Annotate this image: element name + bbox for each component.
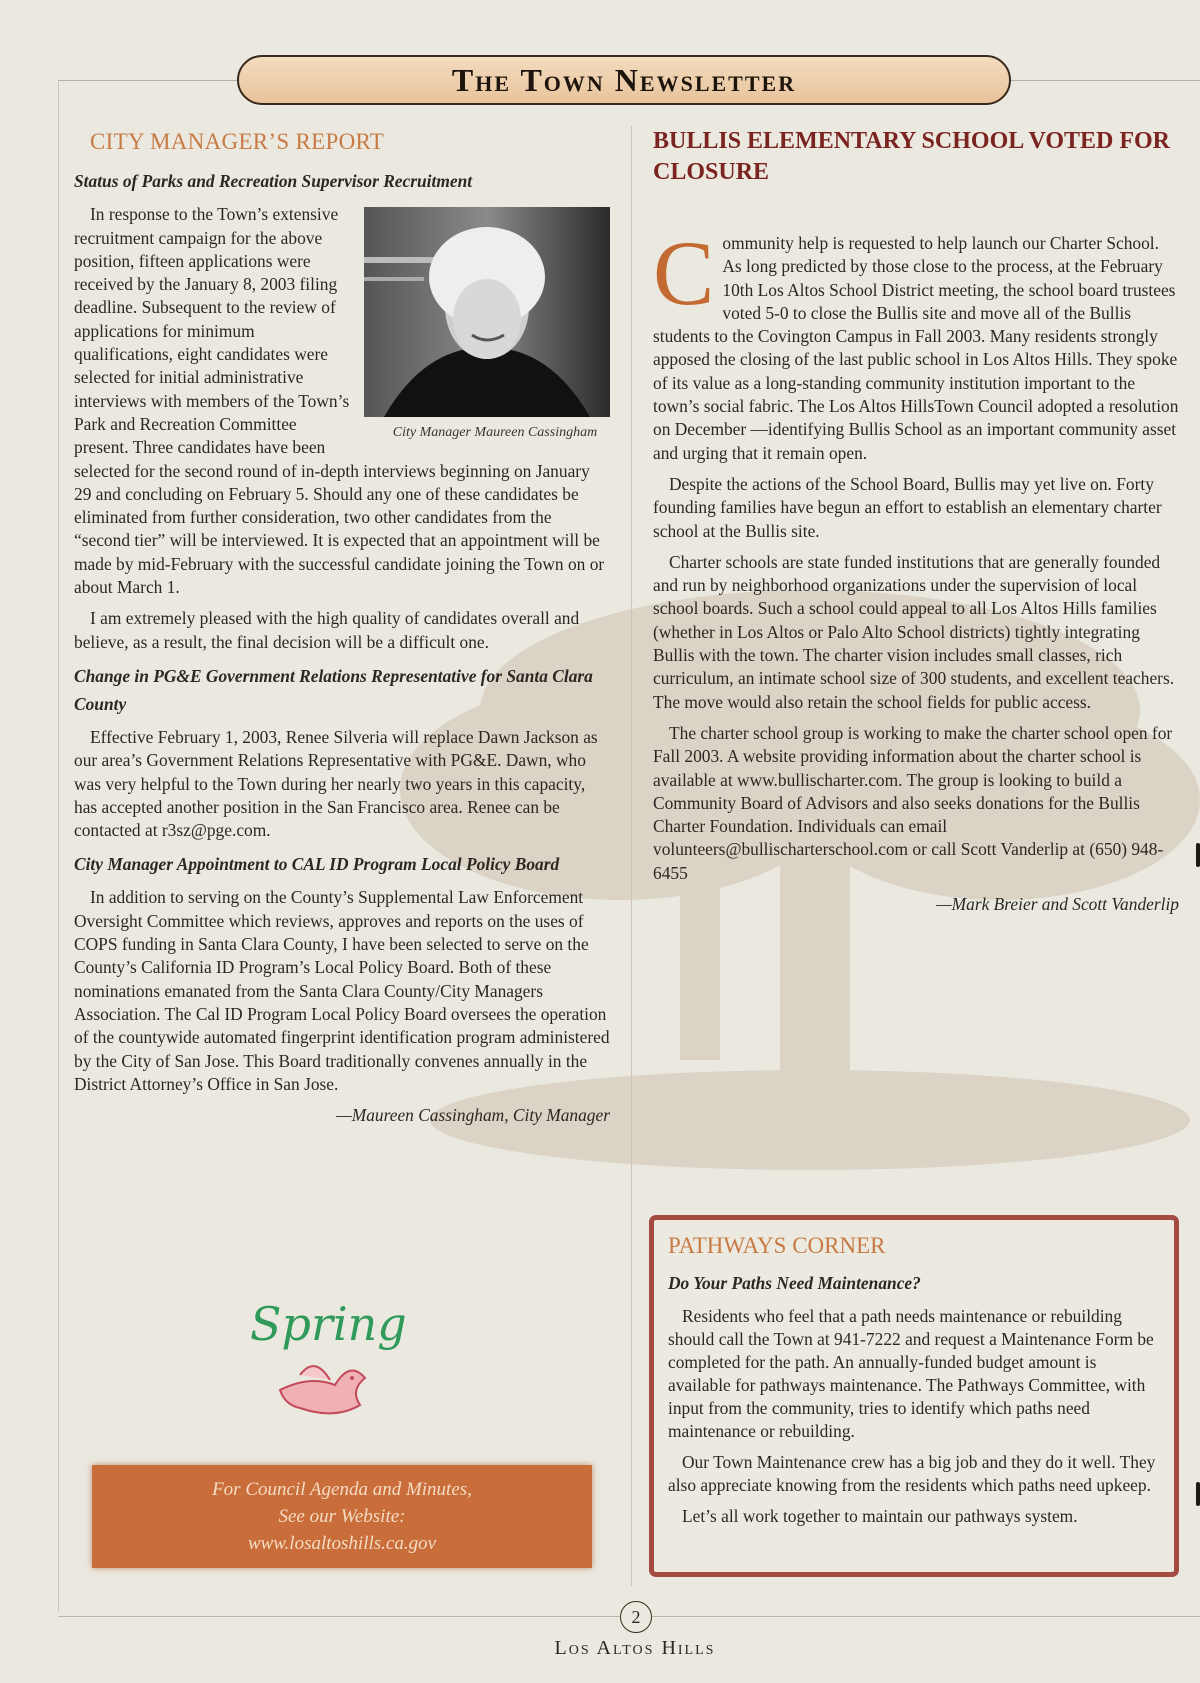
pge-representative-subhead: Change in PG&E Government Relations Representative for Santa Clara County <box>74 665 593 714</box>
parks-recruitment-paragraph <box>74 203 610 599</box>
bullis-intro-text: ommunity help is requested to help launch our Charter School. As long predicted by those close to the process, at the February 10th Los Altos School District meeting, the school board trustees voted 5-0 to close the Bullis site and move all of the Bullis students to the Covington Campus in Fall 2003. Many residents strongly apposed the closing of the last public school in Los Altos Hills. They spoke of its value as a long-standing community institution important to the town’s social fabric. The Los Altos HillsTown Council adopted a resolution on December —identifying Bullis School as an important community asset and urging that it remain open. <box>653 233 1179 463</box>
charter-group-paragraph: The charter school group is working to make the charter school open for Fall 2003. A website providing information about the charter school is available at www.bullischarter.com. The group is looking to build a Community Board of Advisors and also seeks donations for the Bullis Charter Foundation. Individuals can email volunteers@bullischarterschool.com or call Scott Vanderlip at (650) 948-6455 <box>653 722 1173 883</box>
website-promo-box <box>92 1465 592 1568</box>
header-rule-left <box>58 80 238 81</box>
city-manager-signature: —Maureen Cassingham, City Manager <box>336 1105 610 1126</box>
city-manager-photo-figure <box>364 207 610 444</box>
bullis-founding-families-paragraph: Despite the actions of the School Board, Bullis may yet live on. Forty founding families have begun an effort to establish an elementary charter school at the Bullis site. <box>653 473 1162 541</box>
photo-caption: City Manager Maureen Cassingham <box>392 425 598 441</box>
spring-graphic-text: Spring <box>250 1297 407 1351</box>
scan-edge-mark-lower <box>1196 1482 1200 1506</box>
parks-recruitment-subhead: Status of Parks and Recreation Supervisor Recruitment <box>74 171 473 192</box>
pathways-subhead: Do Your Paths Need Maintenance? <box>668 1273 921 1293</box>
bullis-intro-paragraph <box>653 222 1179 465</box>
pge-representative-paragraph: Effective February 1, 2003, Renee Silveria will replace Dawn Jackson as our area’s Government Relations Representative with PG&E. Dawn, who was very helpful to the Town during her nearly two years in this capacity, has accepted another position in the San Francisco area. Renee can be contacted at r3sz@pge.com. <box>74 726 598 841</box>
header-rule-right <box>1007 80 1200 81</box>
pathways-corner-box <box>649 1215 1179 1577</box>
footer-town-name: Los Altos Hills <box>554 1637 716 1659</box>
city-manager-portrait-photo <box>364 207 610 417</box>
pathways-closing-paragraph: Let’s all work together to maintain our pathways system. <box>682 1506 1078 1526</box>
pathways-maintenance-paragraph: Residents who feel that a path needs maintenance or rebuilding should call the Town at 941-7222 and request a Maintenance Form be completed for the path. An annually-funded budget amount is available for pathways maintenance. The Pathways Committee, with input from the community, tries to identify which paths need maintenance or rebuilding. <box>668 1306 1154 1441</box>
page-number: 2 <box>620 1601 652 1633</box>
pathways-crew-paragraph: Our Town Maintenance crew has a big job and they do it well. They also appreciate knowing from the residents which paths need upkeep. <box>668 1452 1156 1495</box>
city-manager-report-heading: CITY MANAGER’S REPORT <box>90 129 385 154</box>
website-promo-line2: See our Website: <box>278 1506 406 1527</box>
charter-schools-paragraph: Charter schools are state funded institutions that are generally founded and run by neighborhood organizations under the supervision of local school boards. Such a school could appeal to all Los Altos Hills families (whether in Los Altos or Palo Alto School districts) tightly integrating Bullis with the town. The charter vision includes small classes, rich curriculum, an intimate school size of 300 students, and excellent teachers. The move would also retain the school fields for public access. <box>653 551 1175 712</box>
parks-recruitment-text: In response to the Town’s extensive recruitment campaign for the above position, fifteen applications were received by the January 8, 2003 filing deadline. Subsequent to the review of applications for minimum qualifications, eight candidates were selected for initial administrative interviews with members of the Town’s Park and Recreation Committee present. Three candidates have been selected for the second round of in-depth interviews beginning on January 29 and concluding on February 5. Should any one of these candidates be eliminated from further consideration, two other candidates from the “second tier” will be interviewed. It is expected that an appointment will be made by mid-February with the successful candidate joining the Town on or about March 1. <box>74 204 605 598</box>
bullis-article-heading: BULLIS ELEMENTARY SCHOOL VOTED FOR CLOSURE <box>653 128 1171 185</box>
newsletter-title: The Town Newsletter <box>451 61 797 98</box>
cal-id-board-paragraph: In addition to serving on the County’s Supplemental Law Enforcement Oversight Committee which reviews, approves and reports on the uses of COPS funding in Santa Clara County, I have been selected to serve on the County’s California ID Program’s Local Policy Board. Both of these nominations emanated from the Santa Clara County/City Managers Association. The Cal ID Program Local Policy Board oversees the operation of the countywide automated fingerprint identification program administered by the City of San Jose. This Board traditionally convenes annually in the District Attorney’s Office in San Jose. <box>74 887 610 1094</box>
bullis-article-column <box>653 126 1179 916</box>
bullis-article-signature: —Mark Breier and Scott Vanderlip <box>936 894 1179 915</box>
city-manager-report-column <box>74 126 610 1127</box>
column-divider <box>631 126 632 1586</box>
candidates-quality-paragraph: I am extremely pleased with the high quality of candidates overall and believe, as a result, the final decision will be a difficult one. <box>74 608 580 652</box>
website-promo-line1: For Council Agenda and Minutes, <box>212 1479 472 1500</box>
website-url-link[interactable]: www.losaltoshills.ca.gov <box>247 1533 437 1554</box>
spring-bird-illustration <box>240 1280 420 1430</box>
footer-rule-right <box>652 1616 1200 1617</box>
pathways-corner-heading: PATHWAYS CORNER <box>668 1233 886 1258</box>
drop-cap-letter: C <box>653 222 715 324</box>
footer-rule-left <box>58 1616 620 1617</box>
left-margin-rule <box>58 82 59 1612</box>
newsletter-banner <box>237 55 1011 105</box>
scan-edge-mark-upper <box>1196 843 1200 867</box>
cal-id-board-subhead: City Manager Appointment to CAL ID Program Local Policy Board <box>74 854 560 875</box>
